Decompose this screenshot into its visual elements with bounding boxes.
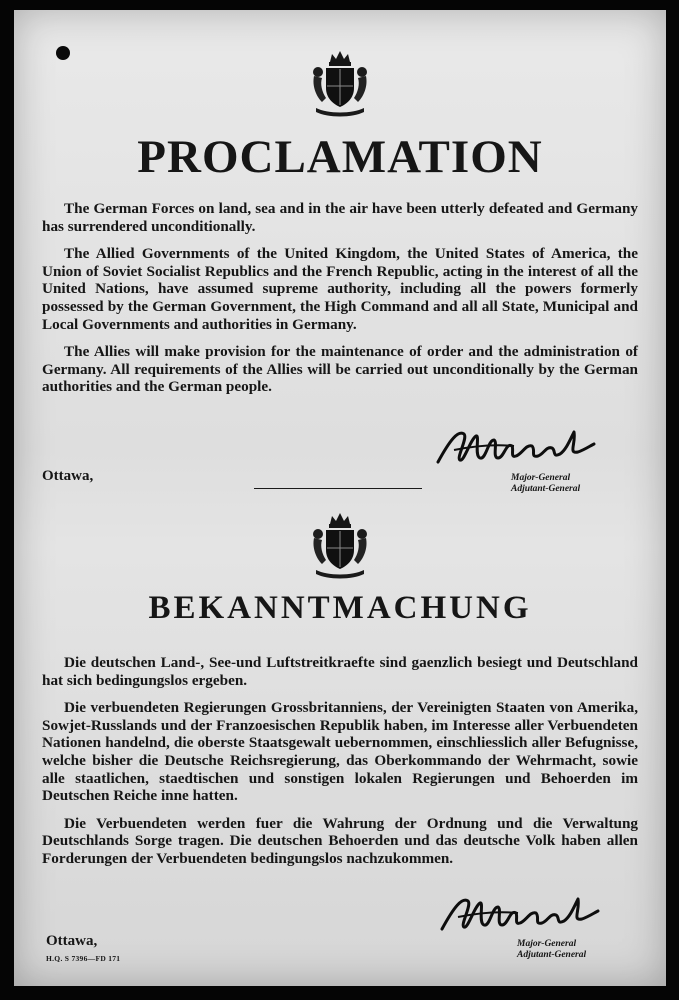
proclamation-sheet [14,10,666,986]
english-paragraph: The German Forces on land, sea and in the air have been utterly defeated and Germany has surrendered unconditionally. [42,200,638,235]
rank-label: Major-General [511,473,571,483]
signature-english [434,420,599,472]
crest-icon [308,510,372,580]
punch-hole [56,46,70,60]
signature-title-english [511,473,580,494]
place-label-english: Ottawa, [42,468,94,484]
german-body [42,654,638,878]
crest-icon [308,48,372,118]
english-body [42,200,638,406]
german-paragraph: Die Verbuendeten werden fuer die Wahrung der Ordnung und die Verwaltung Deutschlands Sorge tragen. Die deutschen Behoerden und das deutsche Volk haben allen Forderungen der Verbuendeten bedingungslos nachzukommen. [42,814,638,867]
german-paragraph: Die deutschen Land-, See-und Luftstreitkraefte sind gaenzlich besiegt und Deutschland hat sich bedingungslos ergeben. [42,654,638,689]
rank-label: Major-General [517,939,577,949]
office-label: Adjutant-General [517,949,587,960]
section-divider [254,488,422,489]
english-paragraph: The Allied Governments of the United Kingdom, the United States of America, the Union of Soviet Socialist Republics and the French Republic, acting in the interest of all the United Nations, have assumed supreme authority, including all the powers formerly possessed by the German Government, the High Command and all all State, Municipal and Local Governments and authorities in Germany. [42,245,638,333]
office-label: Adjutant-General [511,483,581,494]
print-reference: H.Q. S 7396—FD 171 [46,954,121,963]
english-paragraph: The Allies will make provision for the maintenance of order and the administration of Germany. All requirements of the Allies will be carried out unconditionally by the German authorities and the German people. [42,343,638,396]
proclamation-title: PROCLAMATION [137,131,543,183]
german-paragraph: Die verbuendeten Regierungen Grossbritanniens, der Vereinigten Staaten von Amerika, Sowjet-Russlands und der Franzoesischen Republik haben, im Interesse aller Verbuendeten Nationen handelnd, die oberste Staatsgewalt uebernommen, einschliesslich aller Befugnisse, welche bisher die Deutsche Reichsregierung, das Oberkommando der Wehrmacht, sowie alle staatlichen, staedtischen und sonstigen lokalen Regierungen und Behoerden im Deutschen Reiche inne hatten. [42,699,638,805]
place-label-german: Ottawa, [46,933,98,949]
signature-title-german [517,939,586,960]
bekanntmachung-title: BEKANNTMACHUNG [148,590,532,626]
signature-german [438,887,603,939]
